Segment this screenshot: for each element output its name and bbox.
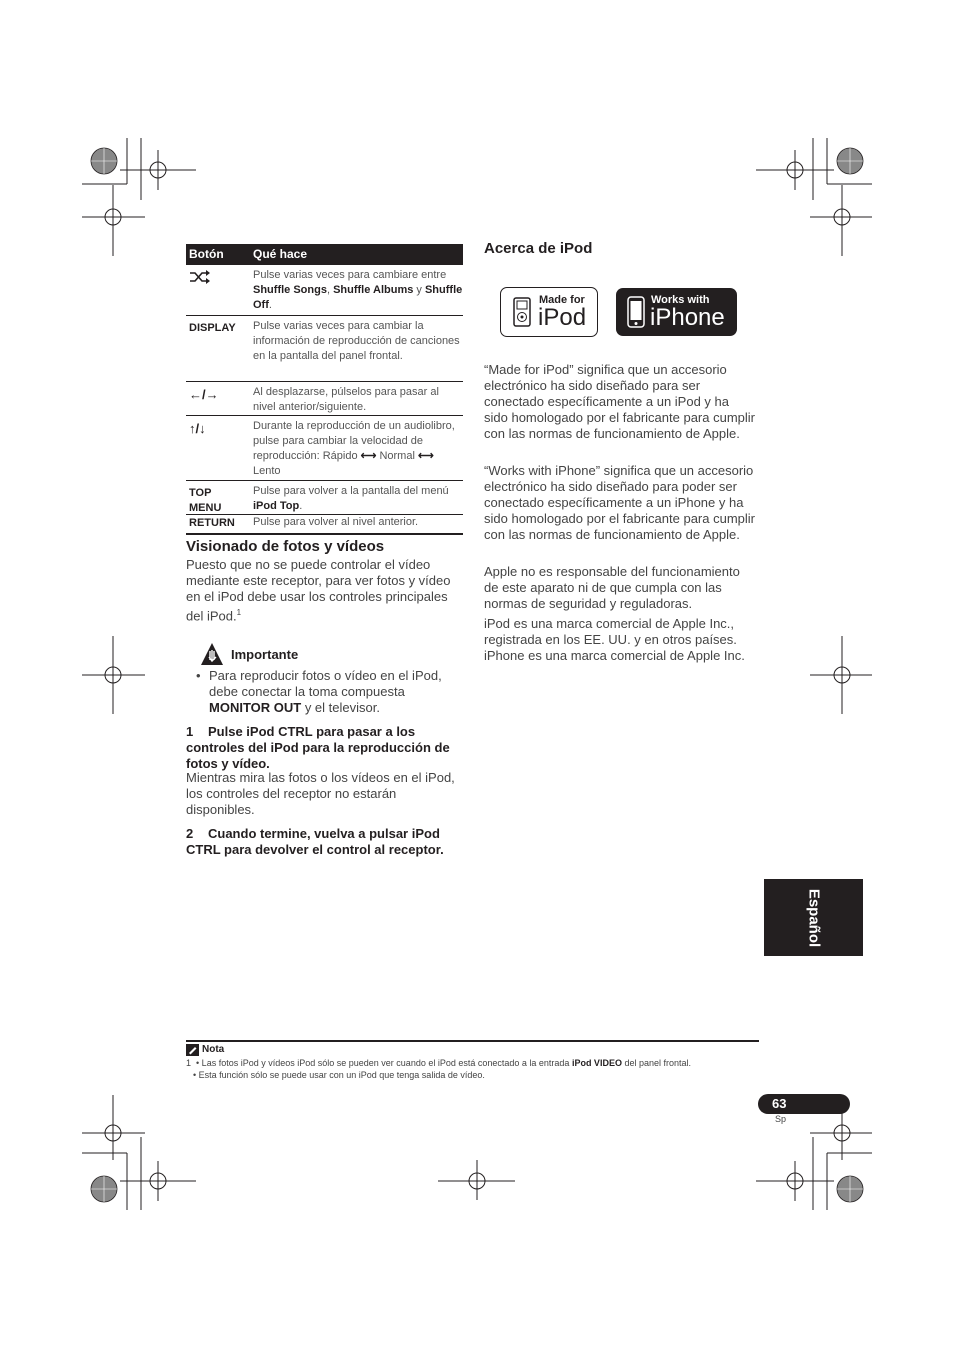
left-right-arrows-icon: ←/→: [189, 387, 219, 402]
photos-paragraph: Puesto que no se puede controlar el vídeo mediante este receptor, para ver fotos y vídeo en el iPod debe usar los controles principales del iPod.$^1$: [186, 557, 451, 624]
table-row: ←/→ Al desplazarse, púlselos para pasar al nivel anterior/siguiente.: [186, 382, 463, 416]
warning-hand-icon: [200, 642, 224, 666]
language-tab: Español: [764, 879, 863, 956]
important-bullet: Para reproducir fotos o vídeo en el iPod, debe conectar la toma compuesta MONITOR OUT y el televisor.: [209, 668, 442, 715]
table-row: RETURN Pulse para volver al nivel anterior.: [186, 515, 463, 535]
page-number-badge: 63: [758, 1094, 850, 1114]
made-for-ipod-logo: Made for iPod: [500, 287, 598, 337]
note-2: • Esta función sólo se puede usar con un iPod que tenga salida de vídeo.: [193, 1070, 485, 1080]
table-header: [186, 244, 463, 265]
section-heading-ipod: Acerca de iPod: [484, 240, 593, 257]
table-row: DISPLAY Pulse varias veces para cambiar la información de reproducción de canciones en la pantalla del panel frontal.: [186, 316, 463, 382]
up-down-arrows-icon: ↑/↓: [189, 421, 206, 436]
made-for-ipod-paragraph: “Made for iPod” significa que un accesorio electrónico ha sido diseñado para ser conectado específicamente a un iPod y ha sido homologado por el fabricante para cumplir con las normas de funcionamiento de Apple.: [484, 362, 755, 441]
step1-text: Pulse iPod CTRL para pasar a los controles del iPod para la reproducción de fotos y vídeo.: [186, 724, 450, 771]
col-header-function: Qué hace: [253, 247, 308, 261]
button-table: [186, 244, 463, 535]
section-heading-photos: Visionado de fotos y vídeos: [186, 538, 385, 555]
note-1: 1 • Las fotos iPod y vídeos iPod sólo se pueden ver cuando el iPod está conectado a la entrada iPod VIDEO del panel frontal.: [186, 1058, 691, 1068]
page-lang: Sp: [775, 1114, 787, 1124]
iphone-icon: [627, 296, 645, 328]
step1-description: Mientras mira las fotos o los vídeos en el iPod, los controles del receptor no estarán disponibles.: [186, 770, 455, 817]
bullet-dot: •: [196, 668, 201, 683]
table-row: ↑/↓ Durante la reproducción de un audiolibro, pulse para cambiar la velocidad de reproducción: Rápido ⟷ Normal ⟷ Lento: [186, 416, 463, 481]
note-pencil-icon: [186, 1044, 199, 1056]
shuffle-icon: [189, 270, 211, 289]
table-row: TOP MENU Pulse para volver a la pantalla del menú iPod Top.: [186, 481, 463, 515]
works-with-iphone-logo: Works with iPhone: [616, 288, 737, 336]
apple-disclaimer-paragraph: Apple no es responsable del funcionamiento de este aparato ni de que cumpla con las normas de seguridad y reguladoras.: [484, 564, 740, 611]
note-divider: [186, 1040, 759, 1042]
step1-number: 1: [186, 724, 194, 739]
important-label: Importante: [231, 647, 299, 662]
step2-number: 2: [186, 826, 194, 841]
trademark-paragraph: iPod es una marca comercial de Apple Inc., registrada en los EE. UU. y en otros países. iPhone es una marca comercial de Apple Inc.: [484, 616, 745, 663]
col-header-button: Botón: [189, 247, 224, 261]
table-row: Pulse varias veces para cambiare entre Shuffle Songs, Shuffle Albums y Shuffle Off.: [186, 265, 463, 316]
step2-text: Cuando termine, vuelva a pulsar iPod CTRL para devolver el control al receptor.: [186, 826, 444, 857]
ipod-icon: [513, 297, 531, 327]
works-with-iphone-paragraph: “Works with iPhone” significa que un accesorio electrónico ha sido diseñado para poder ser conectado específicamente a un iPhone y ha sido homologado por el fabricante para cumplir con las normas de funcionamiento de Apple.: [484, 463, 755, 542]
